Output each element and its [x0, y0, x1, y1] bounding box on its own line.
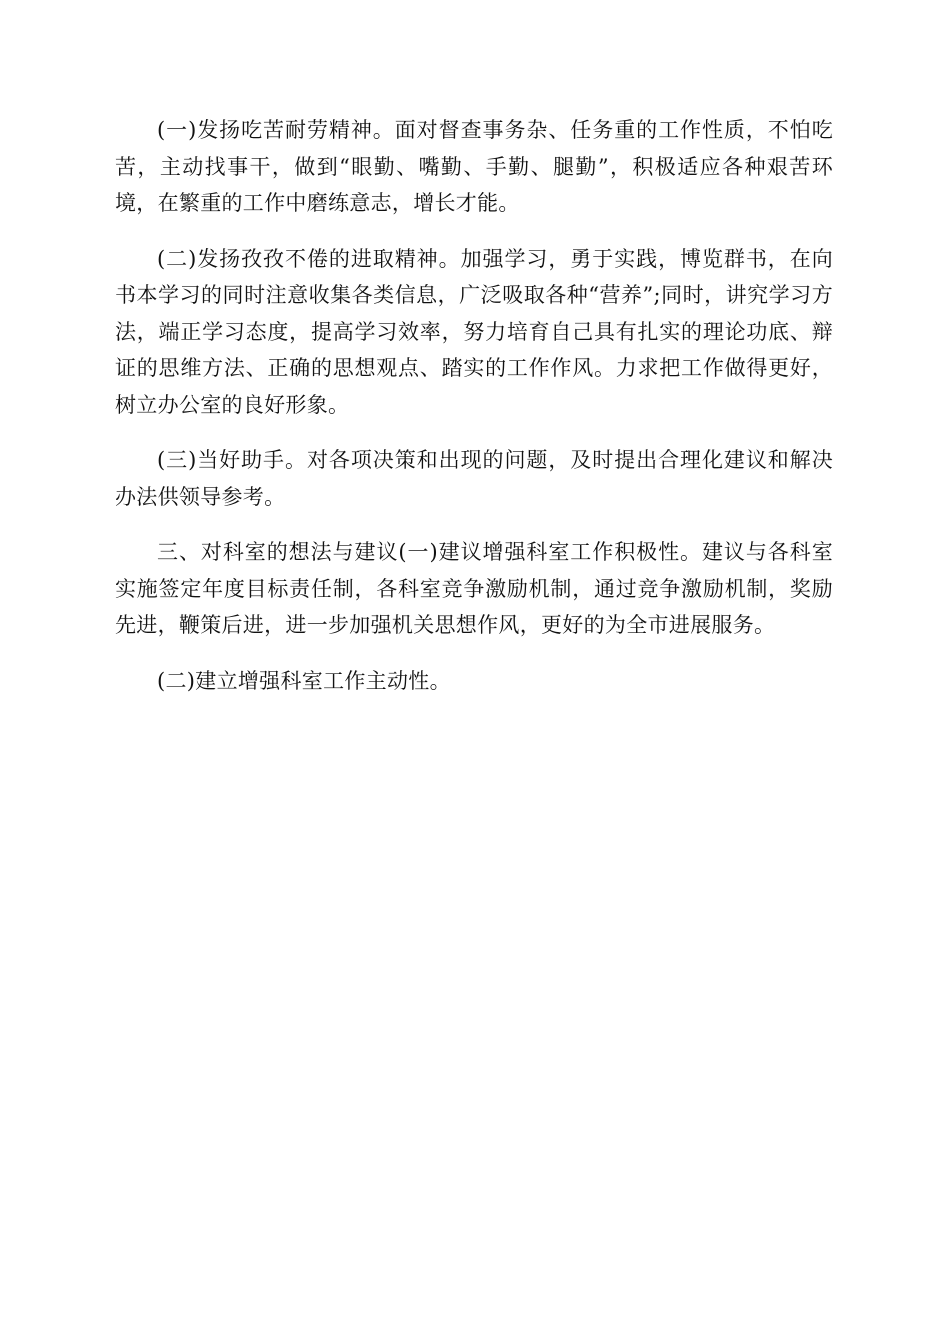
- paragraph-2: (二)发扬孜孜不倦的进取精神。加强学习，勇于实践，博览群书，在向书本学习的同时注意收集各类信息，广泛吸取各种“营养”;同时，讲究学习方法，端正学习态度，提高学习效率，努力培育自己具有扎实的理论功底、辩证的思维方法、正确的思想观点、踏实的工作作风。力求把工作做得更好，树立办公室的良好形象。: [115, 246, 833, 417]
- document-body: [115, 112, 833, 718]
- paragraph-3: (三)当好助手。对各项决策和出现的问题，及时提出合理化建议和解决办法供领导参考。: [115, 448, 833, 509]
- paragraph-5: (二)建立增强科室工作主动性。: [157, 668, 451, 693]
- paragraph-4: 三、对科室的想法与建议(一)建议增强科室工作积极性。建议与各科室实施签定年度目标责任制，各科室竞争激励机制，通过竞争激励机制，奖励先进，鞭策后进，进一步加强机关思想作风，更好的为全市进展服务。: [115, 540, 833, 637]
- paragraph-1: (一)发扬吃苦耐劳精神。面对督查事务杂、任务重的工作性质，不怕吃苦，主动找事干，做到“眼勤、嘴勤、手勤、腿勤”，积极适应各种艰苦环境，在繁重的工作中磨练意志，增长才能。: [115, 118, 833, 215]
